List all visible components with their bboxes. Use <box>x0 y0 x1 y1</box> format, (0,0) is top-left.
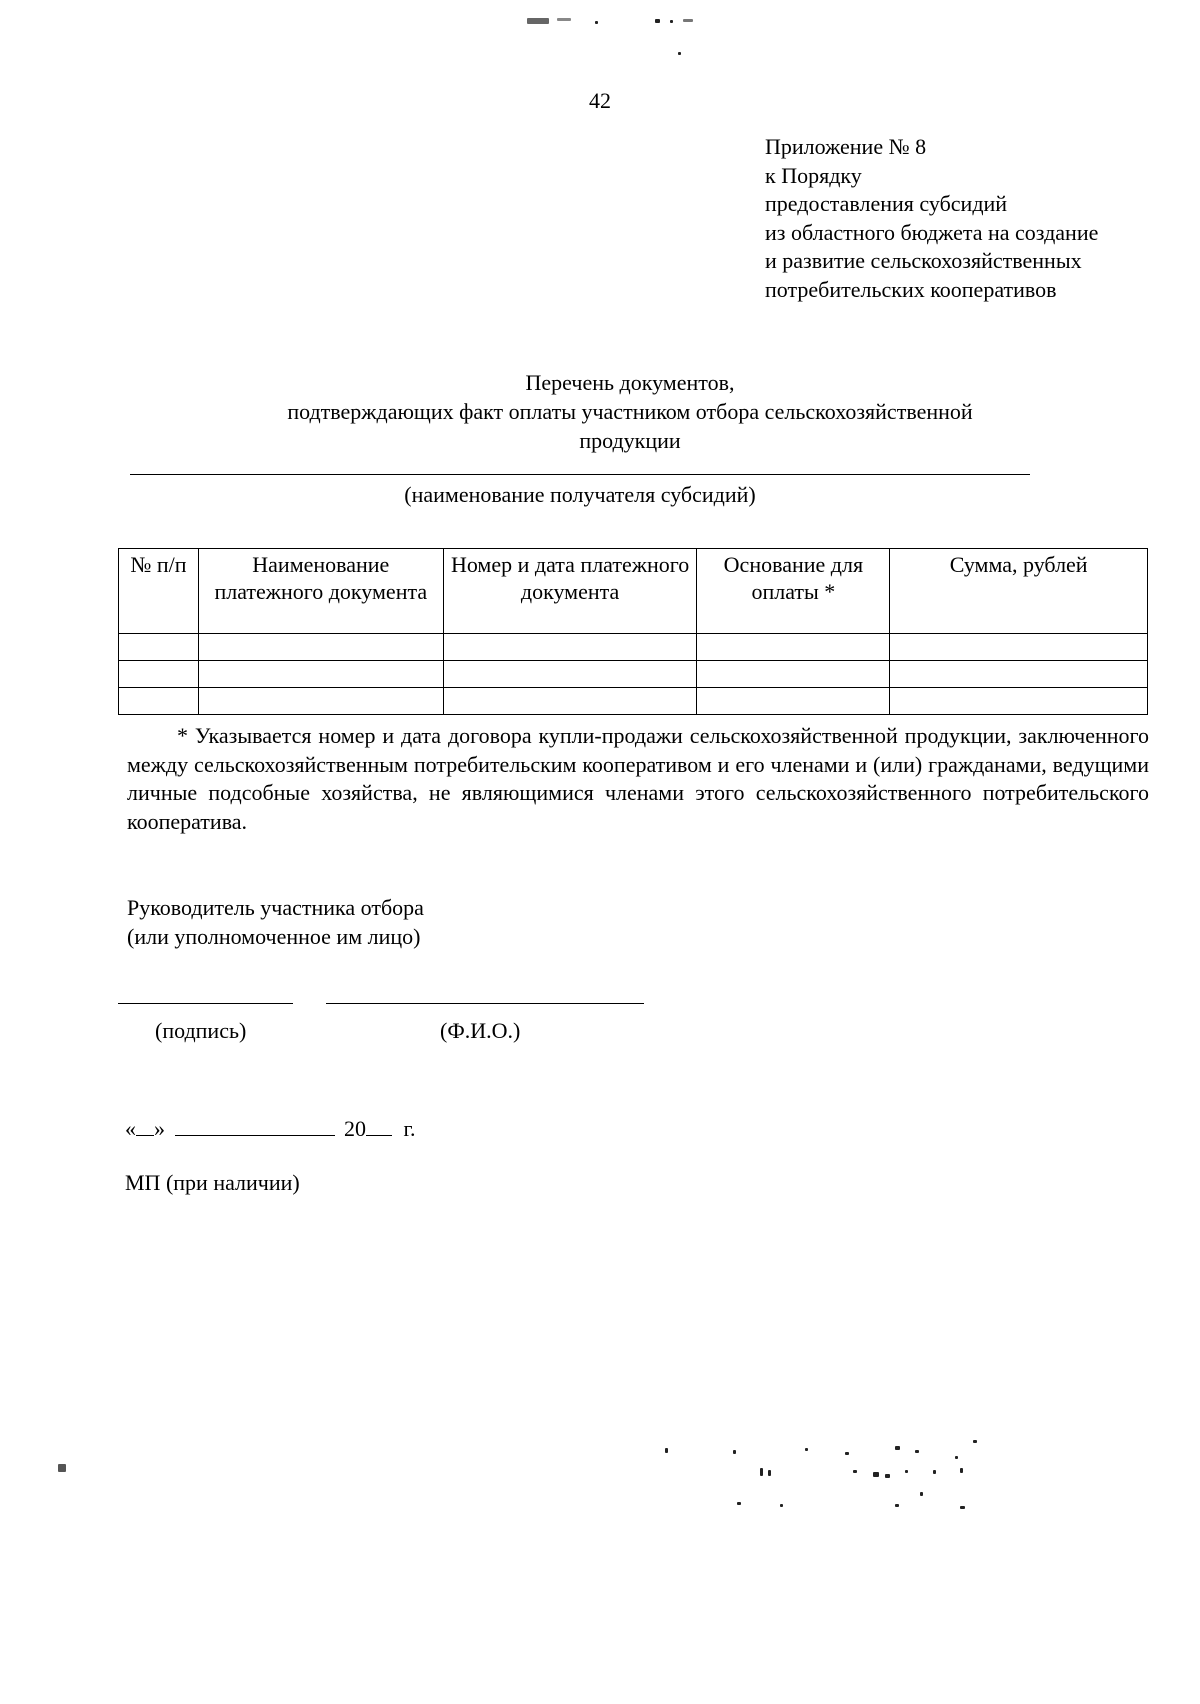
table-cell[interactable] <box>443 688 697 715</box>
stamp-place: МП (при наличии) <box>125 1170 300 1195</box>
recipient-name-field[interactable] <box>130 474 1030 475</box>
month-field[interactable] <box>175 1117 335 1136</box>
full-name-field[interactable] <box>326 1003 644 1004</box>
appendix-line: из областного бюджета на создание <box>765 219 1099 245</box>
date-close-quote: » <box>154 1116 165 1141</box>
signatory-title <box>127 893 424 951</box>
page-number: 42 <box>589 88 611 113</box>
year-prefix: 20 <box>344 1116 366 1141</box>
document-title <box>200 368 1060 455</box>
recipient-caption: (наименование получателя субсидий) <box>404 482 756 507</box>
appendix-line: к Порядку <box>765 162 862 188</box>
table-cell[interactable] <box>443 634 697 661</box>
table-cell[interactable] <box>198 661 443 688</box>
appendix-header <box>765 133 1098 304</box>
footnote: * Указывается номер и дата договора купли-продажи сельскохозяйственной продукции, заключенного между сельскохозяйственным потребительским кооперативом и его членами и (или) гражданами, ведущими личные подсобные хозяйства, не являющимися членами этого сельскохозяйственного потребительского кооператива. <box>127 723 1149 834</box>
table-cell[interactable] <box>119 688 199 715</box>
table-cell[interactable] <box>119 661 199 688</box>
appendix-line: предоставления субсидий <box>765 191 1008 216</box>
table-cell[interactable] <box>697 661 890 688</box>
day-field[interactable] <box>136 1117 154 1136</box>
year-suffix: г. <box>403 1116 416 1141</box>
table-cell[interactable] <box>697 634 890 661</box>
column-header-amount: Сумма, рублей <box>890 549 1148 634</box>
signature-field[interactable] <box>118 1003 293 1004</box>
appendix-line: Приложение № 8 <box>765 134 927 159</box>
column-header-document-name: Наименование платежного документа <box>198 549 443 634</box>
payment-documents-table <box>118 548 1148 715</box>
table-row <box>119 661 1148 688</box>
table-cell[interactable] <box>198 634 443 661</box>
column-header-number-date: Номер и дата платежного документа <box>443 549 697 634</box>
table-cell[interactable] <box>443 661 697 688</box>
title-line: продукции <box>579 428 681 453</box>
date-open-quote: « <box>125 1116 136 1141</box>
column-header-number: № п/п <box>119 549 199 634</box>
full-name-caption: (Ф.И.О.) <box>440 1018 521 1043</box>
signatory-line: (или уполномоченное им лицо) <box>127 924 421 949</box>
appendix-line: потребительских кооперативов <box>765 276 1057 302</box>
title-line: подтверждающих факт оплаты участником отбора сельскохозяйственной <box>287 399 973 424</box>
table-row <box>119 688 1148 715</box>
scan-noise-bottom <box>55 1440 1015 1520</box>
scan-noise-top <box>525 14 725 54</box>
table-cell[interactable] <box>119 634 199 661</box>
table-row <box>119 634 1148 661</box>
table-header-row <box>119 549 1148 634</box>
date-row <box>125 1116 416 1142</box>
table-cell[interactable] <box>890 661 1148 688</box>
table-cell[interactable] <box>890 634 1148 661</box>
signature-caption: (подпись) <box>155 1018 247 1043</box>
appendix-line: и развитие сельскохозяйственных <box>765 248 1082 273</box>
year-field[interactable] <box>366 1117 392 1136</box>
table-cell[interactable] <box>198 688 443 715</box>
table-cell[interactable] <box>890 688 1148 715</box>
column-header-payment-basis: Основание для оплаты * <box>697 549 890 634</box>
signatory-line: Руководитель участника отбора <box>127 895 424 920</box>
table-cell[interactable] <box>697 688 890 715</box>
title-line: Перечень документов, <box>525 370 735 395</box>
